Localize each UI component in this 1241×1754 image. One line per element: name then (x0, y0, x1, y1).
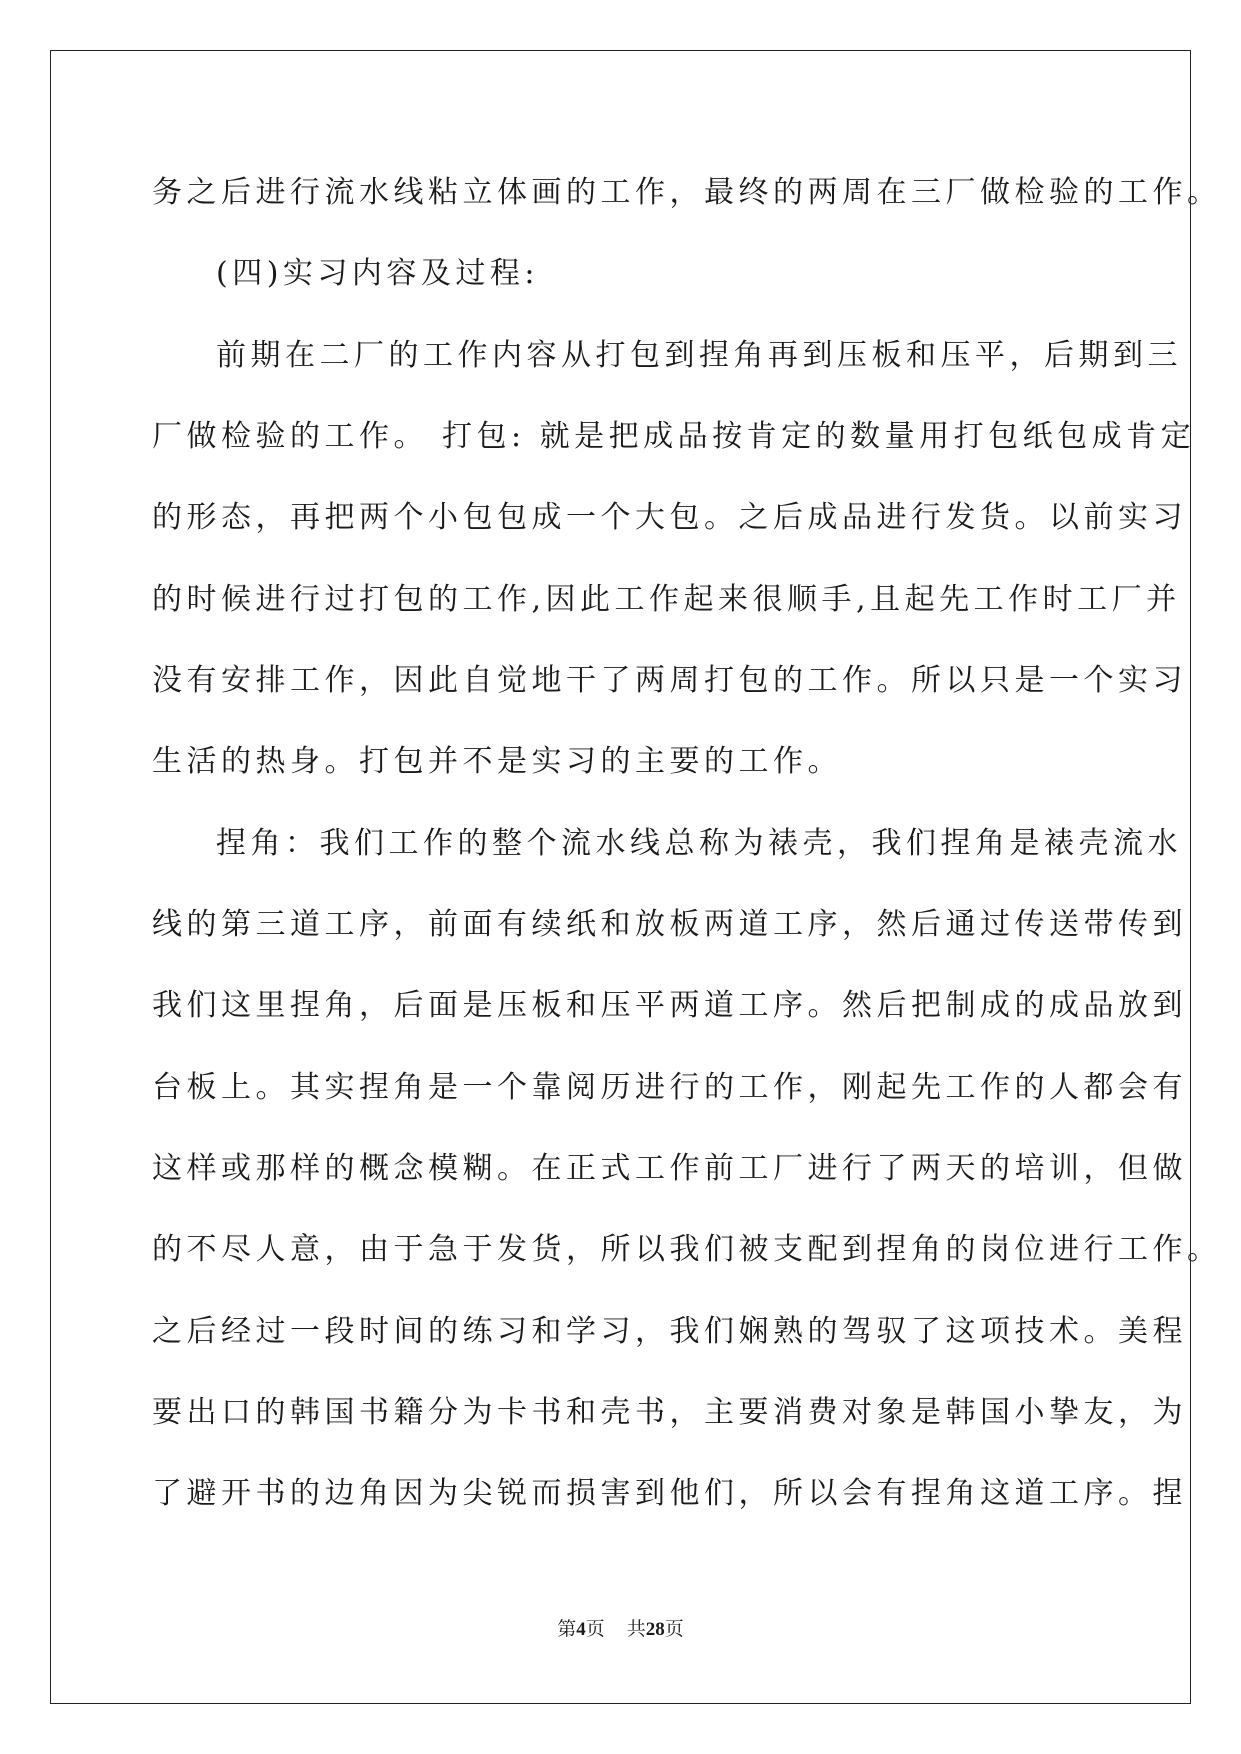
body-line-11: 我们这里捏角，后面是压板和压平两道工序。然后把制成的成品放到 (152, 988, 1187, 1023)
body-line-8: 生活的热身。打包并不是实习的主要的工作。 (152, 744, 842, 779)
body-line-17: 了避开书的边角因为尖锐而损害到他们，所以会有捏角这道工序。捏 (152, 1476, 1187, 1511)
section-heading: (四)实习内容及过程: (216, 256, 540, 291)
footer-page-prefix: 第 (557, 1619, 577, 1640)
body-line-5: 的形态，再把两个小包包成一个大包。之后成品进行发货。以前实习 (152, 500, 1187, 535)
body-line-9: 捏角：我们工作的整个流水线总称为裱壳，我们捏角是裱壳流水 (216, 826, 1182, 861)
page-border (50, 50, 1191, 1704)
page-footer (0, 1618, 1241, 1642)
body-line-15: 之后经过一段时间的练习和学习，我们娴熟的驾驭了这项技术。美程 (152, 1314, 1187, 1349)
footer-total-prefix: 共 (626, 1619, 646, 1640)
body-line-10: 线的第三道工序，前面有续纸和放板两道工序，然后通过传送带传到 (152, 907, 1187, 942)
body-line-6: 的时候进行过打包的工作,因此工作起来很顺手,且起先工作时工厂并 (152, 582, 1181, 617)
body-line-3: 前期在二厂的工作内容从打包到捏角再到压板和压平，后期到三 (216, 338, 1182, 373)
body-line-4: 厂做检验的工作。 打包: 就是把成品按肯定的数量用打包纸包成肯定 (152, 419, 1196, 454)
body-line-1: 务之后进行流水线粘立体画的工作，最终的两周在三厂做检验的工作。 (152, 175, 1222, 210)
body-line-14: 的不尽人意，由于急于发货，所以我们被支配到捏角的岗位进行工作。 (152, 1232, 1222, 1267)
body-line-7: 没有安排工作，因此自觉地干了两周打包的工作。所以只是一个实习 (152, 663, 1187, 698)
body-line-16: 要出口的韩国书籍分为卡书和壳书，主要消费对象是韩国小挚友，为 (152, 1395, 1187, 1430)
footer-page-suffix: 页 (585, 1619, 605, 1640)
footer-total-suffix: 页 (664, 1619, 684, 1640)
footer-page-number: 4 (576, 1619, 586, 1640)
body-line-12: 台板上。其实捏角是一个靠阅历进行的工作，刚起先工作的人都会有 (152, 1070, 1187, 1105)
footer-total-number: 28 (645, 1619, 665, 1640)
body-line-13: 这样或那样的概念模糊。在正式工作前工厂进行了两天的培训，但做 (152, 1151, 1187, 1186)
